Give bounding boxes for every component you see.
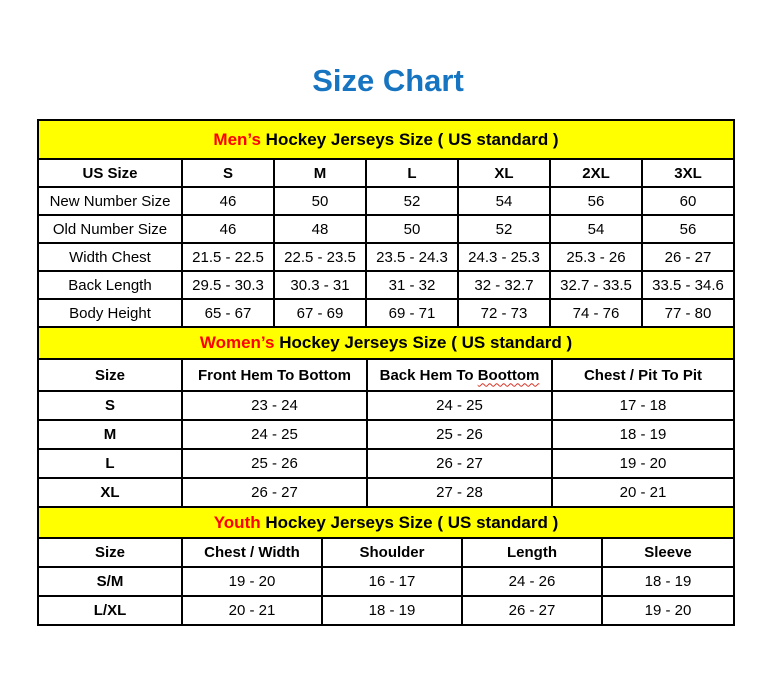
row-label: Back Length	[38, 271, 182, 299]
size-value-cell: 26 - 27	[367, 449, 552, 478]
column-header: Sleeve	[602, 538, 734, 567]
size-value-cell: 50	[274, 187, 366, 215]
table-row	[38, 596, 734, 625]
column-header: US Size	[38, 159, 182, 187]
size-value-cell: 24 - 26	[462, 567, 602, 596]
row-label: Old Number Size	[38, 215, 182, 243]
table-row	[38, 187, 734, 215]
column-header: Length	[462, 538, 602, 567]
column-header: S	[182, 159, 274, 187]
size-value-cell: 26 - 27	[642, 243, 734, 271]
size-value-cell: 25 - 26	[182, 449, 367, 478]
size-value-cell: 26 - 27	[182, 478, 367, 507]
table-row	[38, 215, 734, 243]
size-value-cell: 48	[274, 215, 366, 243]
column-header: 3XL	[642, 159, 734, 187]
size-value-cell: 17 - 18	[552, 391, 734, 420]
size-value-cell: 16 - 17	[322, 567, 462, 596]
row-label: XL	[38, 478, 182, 507]
mens-section-title	[38, 120, 734, 159]
size-value-cell: 54	[550, 215, 642, 243]
row-label: Width Chest	[38, 243, 182, 271]
table-row	[38, 449, 734, 478]
column-header: Size	[38, 538, 182, 567]
row-label: M	[38, 420, 182, 449]
size-value-cell: 25.3 - 26	[550, 243, 642, 271]
column-header: Chest / Width	[182, 538, 322, 567]
mens-column-header-row	[38, 159, 734, 187]
column-header: M	[274, 159, 366, 187]
youth-caption-highlight: Youth	[213, 512, 261, 532]
size-value-cell: 56	[642, 215, 734, 243]
size-value-cell: 60	[642, 187, 734, 215]
row-label: New Number Size	[38, 187, 182, 215]
size-value-cell: 19 - 20	[182, 567, 322, 596]
youth-size-table	[37, 506, 735, 626]
row-label: L	[38, 449, 182, 478]
back-hem-misspelled-word: Boottom	[477, 366, 540, 384]
size-value-cell: 46	[182, 187, 274, 215]
size-value-cell: 24 - 25	[182, 420, 367, 449]
size-value-cell: 77 - 80	[642, 299, 734, 327]
womens-section-header	[38, 327, 734, 359]
table-row	[38, 271, 734, 299]
youth-caption-text: Hockey Jerseys Size ( US standard )	[260, 512, 559, 532]
column-header: Front Hem To Bottom	[182, 359, 367, 391]
table-row	[38, 478, 734, 507]
size-value-cell: 56	[550, 187, 642, 215]
row-label: S	[38, 391, 182, 420]
size-value-cell: 24.3 - 25.3	[458, 243, 550, 271]
size-value-cell: 72 - 73	[458, 299, 550, 327]
womens-caption-highlight: Women’s	[199, 333, 275, 353]
womens-column-header-row	[38, 359, 734, 391]
size-chart-container	[37, 119, 735, 626]
column-header: Chest / Pit To Pit	[552, 359, 734, 391]
youth-section-title	[38, 507, 734, 538]
size-value-cell: 22.5 - 23.5	[274, 243, 366, 271]
size-value-cell: 30.3 - 31	[274, 271, 366, 299]
size-value-cell: 20 - 21	[552, 478, 734, 507]
row-label: S/M	[38, 567, 182, 596]
mens-caption-highlight: Men’s	[213, 129, 261, 149]
size-value-cell: 46	[182, 215, 274, 243]
row-label: Body Height	[38, 299, 182, 327]
womens-caption-text: Hockey Jerseys Size ( US standard )	[274, 333, 573, 353]
size-value-cell: 29.5 - 30.3	[182, 271, 274, 299]
size-value-cell: 32 - 32.7	[458, 271, 550, 299]
table-row	[38, 391, 734, 420]
column-header-back-hem	[367, 359, 552, 391]
back-hem-label-prefix: Back Hem To	[379, 366, 478, 384]
size-value-cell: 27 - 28	[367, 478, 552, 507]
youth-section-header	[38, 507, 734, 538]
column-header: 2XL	[550, 159, 642, 187]
mens-section-header	[38, 120, 734, 159]
table-row	[38, 299, 734, 327]
size-value-cell: 74 - 76	[550, 299, 642, 327]
size-value-cell: 52	[458, 215, 550, 243]
size-value-cell: 69 - 71	[366, 299, 458, 327]
column-header: Shoulder	[322, 538, 462, 567]
size-value-cell: 65 - 67	[182, 299, 274, 327]
table-row	[38, 567, 734, 596]
size-value-cell: 24 - 25	[367, 391, 552, 420]
size-value-cell: 18 - 19	[552, 420, 734, 449]
size-value-cell: 31 - 32	[366, 271, 458, 299]
size-value-cell: 21.5 - 22.5	[182, 243, 274, 271]
womens-size-table	[37, 326, 735, 508]
size-value-cell: 67 - 69	[274, 299, 366, 327]
column-header: Size	[38, 359, 182, 391]
size-value-cell: 33.5 - 34.6	[642, 271, 734, 299]
size-value-cell: 54	[458, 187, 550, 215]
size-value-cell: 20 - 21	[182, 596, 322, 625]
size-value-cell: 32.7 - 33.5	[550, 271, 642, 299]
youth-column-header-row	[38, 538, 734, 567]
mens-size-table	[37, 119, 735, 328]
size-value-cell: 19 - 20	[602, 596, 734, 625]
size-value-cell: 23 - 24	[182, 391, 367, 420]
womens-section-title	[38, 327, 734, 359]
size-value-cell: 50	[366, 215, 458, 243]
page-title: Size Chart	[312, 63, 464, 98]
size-value-cell: 18 - 19	[602, 567, 734, 596]
size-value-cell: 23.5 - 24.3	[366, 243, 458, 271]
row-label: L/XL	[38, 596, 182, 625]
table-row	[38, 420, 734, 449]
table-row	[38, 243, 734, 271]
size-value-cell: 18 - 19	[322, 596, 462, 625]
size-value-cell: 52	[366, 187, 458, 215]
size-value-cell: 26 - 27	[462, 596, 602, 625]
size-value-cell: 19 - 20	[552, 449, 734, 478]
mens-caption-text: Hockey Jerseys Size ( US standard )	[260, 129, 559, 149]
column-header: L	[366, 159, 458, 187]
column-header: XL	[458, 159, 550, 187]
size-value-cell: 25 - 26	[367, 420, 552, 449]
